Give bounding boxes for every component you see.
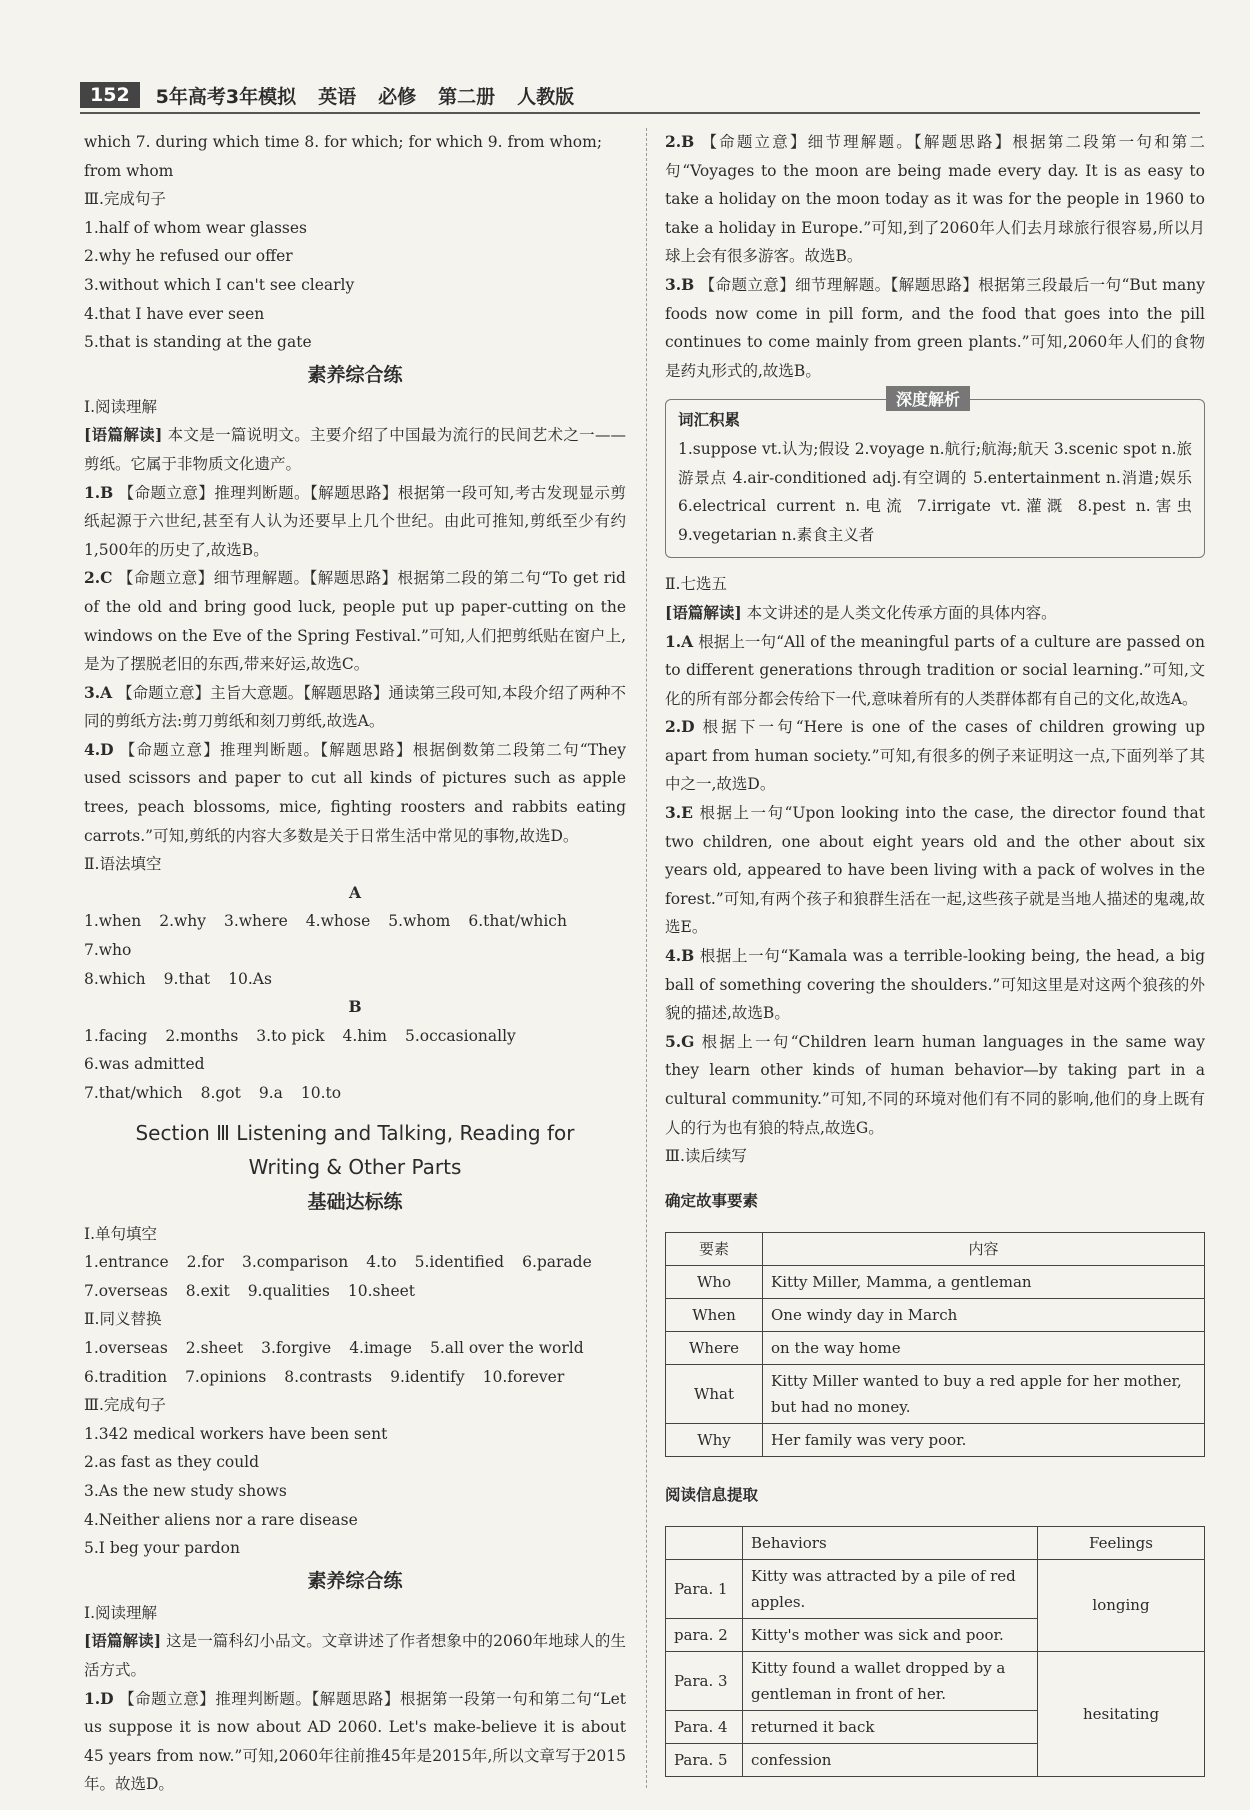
answer-item: 4.whose — [305, 912, 371, 931]
table-caption: 阅读信息提取 — [665, 1485, 759, 1505]
table-cell: Kitty Miller, Mamma, a gentleman — [763, 1265, 1205, 1298]
explanation-text: 根据上一句“All of the meaningful parts of a culture are passed on to different generations through tradition or social learning.”可知,文化的所有部分都会传给下一代,意味着所有的人类群体都有自己的文化,故选A。 — [665, 632, 1205, 708]
answer-row — [84, 965, 626, 994]
answer-number: 3.B — [665, 274, 695, 294]
answer-number: 3.A — [84, 682, 113, 702]
explanation-text: 根据下一句“Here is one of the cases of children growing up apart from human society.”可知,有很多的例子来证明这一点,下面列举了其中之一,故选D。 — [665, 718, 1205, 794]
section-heading: Ⅲ.完成句子 — [84, 190, 166, 209]
table-header-row — [666, 1526, 1205, 1559]
answer-row — [84, 1022, 626, 1079]
answer-item: 3.comparison — [241, 1253, 349, 1272]
table-row — [666, 1331, 1205, 1364]
answer-item: 4.image — [349, 1338, 412, 1357]
answer-item: 1.entrance — [84, 1253, 169, 1272]
reading-info-table — [665, 1526, 1205, 1777]
answer-item: 1.half of whom wear glasses — [84, 218, 308, 237]
answer-item: 5.all over the world — [429, 1338, 584, 1357]
table-cell: Who — [666, 1265, 763, 1298]
answer-number: 4.D — [84, 739, 114, 759]
section-title: Writing & Other Parts — [248, 1154, 462, 1179]
explanation-text: 【命题立意】细节理解题。【解题思路】根据第二段第一句和第二句“Voyages to the moon are being made every day. It is as easy to take a holiday on the moon today as it was for the people in 1960 to take a holiday in Europe.”可知,到了2060年人们去月球旅行很容易,所以月球上会有很多游客。故选B。 — [665, 133, 1205, 266]
table-header — [666, 1526, 743, 1559]
answer-item: 7.overseas — [84, 1281, 168, 1300]
explanation-text: 【命题立意】细节理解题。【解题思路】根据第二段的第二句“To get rid of the old and bring good luck, people put up paper-cutting on the windows on the Eve of the Spring Festival.”可知,人们把剪纸贴在窗户上,是为了摆脱老旧的东西,带来好运,故选C。 — [84, 569, 626, 674]
table-header: 要素 — [666, 1232, 763, 1265]
answer-item: 2.as fast as they could — [84, 1453, 260, 1472]
answer-explanation — [665, 942, 1205, 1028]
answer-item: 2.why — [159, 912, 206, 931]
answer-explanation — [665, 128, 1205, 271]
answer-explanation — [665, 1028, 1205, 1142]
page-header — [80, 78, 1200, 114]
passage-analysis — [84, 421, 626, 478]
answer-row — [84, 1334, 626, 1363]
answer-number: 2.B — [665, 132, 695, 151]
answer-item: 5.I beg your pardon — [84, 1539, 240, 1558]
answer-item: 9.a — [258, 1084, 283, 1102]
answer-item: 6.that/which — [468, 912, 567, 931]
section-heading: Ⅱ.同义替换 — [84, 1310, 162, 1329]
table-cell: One windy day in March — [763, 1298, 1205, 1331]
answer-item: 9.identify — [390, 1367, 465, 1386]
answer-number: 2.D — [665, 717, 695, 737]
right-column — [665, 128, 1205, 1777]
answer-item: 3.to pick — [256, 1026, 325, 1045]
answer-item: 3.where — [224, 912, 288, 931]
answer-number: 3.E — [665, 803, 693, 823]
table-row — [666, 1364, 1205, 1423]
answer-row — [84, 1079, 626, 1108]
table-cell: Why — [666, 1423, 763, 1456]
explanation-text: 【命题立意】推理判断题。【解题思路】根据第一段可知,考古发现显示剪纸起源于六世纪,甚至有人认为还要早上几个世纪。由此可推知,剪纸至少有约1,500年的历史了,故选B。 — [84, 483, 626, 559]
answer-number: 4.B — [665, 946, 695, 966]
analysis-tag: [语篇解读] — [84, 425, 163, 445]
explanation-text: 【命题立意】细节理解题。【解题思路】根据第三段最后一句“But many foods now come in pill form, and the food that goes into the pill continues to come mainly from green plants.”可知,2060年人们的食物是药丸形式的,故选B。 — [665, 275, 1205, 380]
story-elements-table — [665, 1232, 1205, 1457]
analysis-text: 本文讲述的是人类文化传承方面的具体内容。 — [746, 603, 1057, 622]
table-cell: longing — [1038, 1559, 1205, 1651]
answer-item: 2.for — [186, 1253, 224, 1272]
column-divider — [646, 128, 647, 1788]
section-heading: Ⅱ.七选五 — [665, 575, 727, 594]
answer-explanation — [84, 479, 626, 565]
table-header-row — [666, 1232, 1205, 1265]
answer-number: 5.G — [665, 1031, 695, 1051]
answer-item: 4.him — [342, 1026, 387, 1045]
answer-explanation — [665, 628, 1205, 714]
explanation-text: 根据上一句“Children learn human languages in the same way they learn other kinds of human behavior—by taking part in a cultural community.”可知,不同的环境对他们有不同的影响,他们的身上既有人的行为也有狼的特点,故选G。 — [665, 1032, 1205, 1137]
answer-item: 1.342 medical workers have been sent — [84, 1424, 388, 1443]
book-label: 第二册 — [438, 85, 496, 108]
table-row — [666, 1651, 1205, 1710]
table-cell: para. 2 — [666, 1618, 743, 1651]
table-row — [666, 1265, 1205, 1298]
section-heading: Ⅲ.完成句子 — [84, 1396, 166, 1415]
answer-number: 1.D — [84, 1688, 114, 1708]
analysis-tag: [语篇解读] — [665, 602, 742, 622]
answer-item: 6.parade — [522, 1253, 592, 1272]
box-title: 深度解析 — [886, 386, 970, 411]
table-cell: Her family was very poor. — [763, 1423, 1205, 1456]
page-number: 152 — [80, 82, 140, 108]
table-cell: Para. 3 — [666, 1651, 743, 1710]
table-cell: Kitty Miller wanted to buy a red apple for her mother, but had no money. — [763, 1364, 1205, 1423]
part-label: A — [348, 882, 362, 902]
answer-item: 8.got — [200, 1084, 241, 1102]
answer-number: 1.B — [84, 482, 114, 502]
answer-item: 6.was admitted — [84, 1055, 205, 1074]
answer-item: 8.which — [84, 969, 146, 988]
table-cell: hesitating — [1038, 1651, 1205, 1776]
answer-row — [84, 1248, 626, 1277]
table-cell: Kitty's mother was sick and poor. — [743, 1618, 1038, 1651]
answer-item: 9.qualities — [247, 1281, 330, 1300]
table-cell: Para. 1 — [666, 1559, 743, 1618]
analysis-tag: [语篇解读] — [84, 1631, 162, 1651]
answer-item: 1.overseas — [84, 1338, 168, 1357]
answer-item: 8.exit — [185, 1281, 230, 1300]
table-cell: confession — [743, 1743, 1038, 1776]
answer-item: 7.that/which — [84, 1084, 183, 1102]
left-column — [84, 128, 626, 1799]
answer-explanation — [665, 713, 1205, 799]
answer-item: 2.why he refused our offer — [84, 247, 293, 266]
answer-item: 3.As the new study shows — [84, 1481, 287, 1500]
answer-explanation — [84, 679, 626, 736]
answer-item: 4.that I have ever seen — [84, 304, 265, 323]
table-cell: returned it back — [743, 1710, 1038, 1743]
table-row — [666, 1559, 1205, 1618]
analysis-text: 本文是一篇说明文。主要介绍了中国最为流行的民间艺术之一——剪纸。它属于非物质文化遗产。 — [84, 426, 626, 473]
table-cell: Para. 4 — [666, 1710, 743, 1743]
answer-number: 1.A — [665, 631, 694, 651]
section-heading: Ⅲ.读后续写 — [665, 1147, 747, 1166]
explanation-text: 根据上一句“Upon looking into the case, the director found that two children, one about eight years old and the other about six years old, appeared to have been living with a pack of wolves in the forest.”可知,有两个孩子和狼群生活在一起,这些孩子就是当地人描述的鬼魂,故选E。 — [665, 804, 1205, 937]
table-header: 内容 — [763, 1232, 1205, 1265]
passage-analysis — [84, 1627, 626, 1684]
answer-item: 2.months — [165, 1026, 239, 1045]
answer-item: 5.occasionally — [404, 1026, 516, 1045]
table-cell: What — [666, 1364, 763, 1423]
section-title: Section Ⅲ Listening and Talking, Reading for — [135, 1120, 575, 1145]
vocab-box — [665, 390, 1205, 558]
table-header: Feelings — [1038, 1526, 1205, 1559]
section-heading: Ⅰ.单句填空 — [84, 1224, 158, 1243]
table-caption: 确定故事要素 — [665, 1191, 759, 1211]
part-label: B — [348, 997, 362, 1017]
answer-item: 7.opinions — [185, 1367, 267, 1386]
answer-item: 4.Neither aliens nor a rare disease — [84, 1510, 358, 1529]
practice-title: 基础达标练 — [307, 1190, 403, 1213]
analysis-text: 这是一篇科幻小品文。文章讲述了作者想象中的2060年地球人的生活方式。 — [84, 1632, 627, 1679]
explanation-text: 【命题立意】推理判断题。【解题思路】根据倒数第二段第二句“They used scissors and paper to cut all kinds of pictures such as apple trees, peach blossoms, mice, fighting roosters and rabbits eating carrots.”可知,剪纸的内容大多数是关于日常生活中常见的事物,故选D。 — [84, 740, 626, 845]
answer-explanation — [84, 1685, 626, 1799]
answer-row — [84, 907, 626, 964]
answer-item: 9.that — [163, 969, 211, 988]
table-header: Behaviors — [743, 1526, 1038, 1559]
answer-explanation — [665, 271, 1205, 385]
answer-number: 2.C — [84, 568, 113, 588]
table-cell: Kitty was attracted by a pile of red apples. — [743, 1559, 1038, 1618]
edition-label: 人教版 — [517, 85, 575, 108]
section-heading: Ⅰ.阅读理解 — [84, 397, 158, 416]
table-cell: Para. 5 — [666, 1743, 743, 1776]
answer-item: 5.whom — [388, 912, 451, 931]
answer-row — [84, 1363, 626, 1392]
answer-item: 3.without which I can't see clearly — [84, 275, 355, 294]
answer-item: 8.contrasts — [284, 1367, 373, 1386]
vocab-title: 词汇积累 — [678, 410, 741, 430]
vocab-text: 1.suppose vt.认为;假设 2.voyage n.航行;航海;航天 3.scenic spot n.旅游景点 4.air-conditioned adj.有空调的 5.entertainment n.消遣;娱乐 6.electrical current n.电流 7.irrigate vt.灌溉 8.pest n.害虫 9.vegetarian n.素食主义者 — [678, 439, 1192, 544]
answer-item: 7.who — [84, 941, 132, 960]
answer-explanation — [665, 799, 1205, 942]
answer-item: 10.to — [300, 1084, 342, 1102]
table-cell: on the way home — [763, 1331, 1205, 1364]
answer-item: 10.sheet — [347, 1281, 416, 1300]
answer-item: 1.facing — [84, 1026, 148, 1045]
answer-item: 1.when — [84, 912, 142, 931]
answer-row — [84, 1277, 626, 1306]
answer-item: 2.sheet — [185, 1338, 244, 1357]
section-heading: Ⅰ.阅读理解 — [84, 1603, 158, 1622]
answer-line: which 7. during which time 8. for which; for which 9. from whom; — [84, 133, 603, 151]
answer-line: from whom — [84, 161, 174, 180]
answer-item: 5.that is standing at the gate — [84, 333, 312, 352]
passage-analysis — [665, 599, 1205, 628]
table-cell: When — [666, 1298, 763, 1331]
table-cell: Kitty found a wallet dropped by a gentleman in front of her. — [743, 1651, 1038, 1710]
volume-label: 必修 — [378, 85, 417, 108]
answer-item: 4.to — [366, 1253, 397, 1272]
answer-item: 6.tradition — [84, 1367, 168, 1386]
answer-item: 10.As — [228, 969, 272, 988]
answer-item: 5.identified — [414, 1253, 505, 1272]
table-cell: Where — [666, 1331, 763, 1364]
answer-item: 3.forgive — [261, 1338, 332, 1357]
subject-label: 英语 — [318, 85, 357, 108]
explanation-text: 【命题立意】主旨大意题。【解题思路】通读第三段可知,本段介绍了两种不同的剪纸方法:剪刀剪纸和刻刀剪纸,故选A。 — [84, 683, 626, 731]
table-row — [666, 1298, 1205, 1331]
explanation-text: 根据上一句“Kamala was a terrible-looking being, the head, a big ball of something covering the shoulders.”可知这里是对这两个狼孩的外貌的描述,故选B。 — [665, 947, 1205, 1023]
answer-item: 10.forever — [482, 1367, 565, 1386]
practice-title: 素养综合练 — [307, 363, 403, 386]
practice-title: 素养综合练 — [307, 1569, 403, 1592]
section-heading: Ⅱ.语法填空 — [84, 855, 162, 874]
table-row — [666, 1423, 1205, 1456]
explanation-text: 【命题立意】推理判断题。【解题思路】根据第一段第一句和第二句“Let us suppose it is now about AD 2060. Let's make-believe it is about 45 years from now.”可知,2060年往前推45年是2015年,所以文章写于2015年。故选D。 — [84, 1689, 626, 1794]
book-title: 5年高考3年模拟 — [155, 85, 297, 108]
answer-explanation — [84, 564, 626, 678]
answer-explanation — [84, 736, 626, 850]
